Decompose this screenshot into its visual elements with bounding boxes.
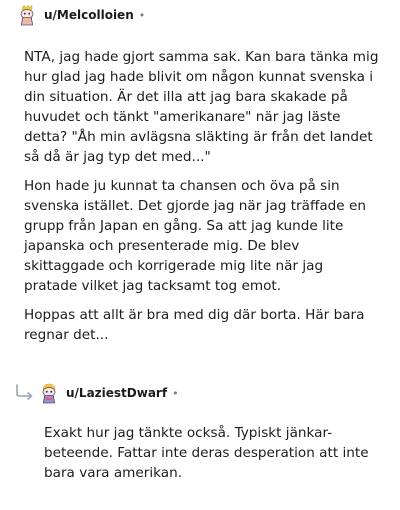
separator-dot: • (138, 8, 146, 22)
comment-body (44, 423, 374, 492)
username[interactable]: u/Melcolloien (44, 8, 134, 22)
reply-arrow-icon (14, 384, 36, 400)
username[interactable]: u/LaziestDwarf (66, 386, 168, 400)
comment-paragraph: Hoppas att allt är bra med dig där borta. Här bara regnar det... (24, 307, 365, 343)
comment-header (38, 382, 179, 404)
snoo-avatar-icon[interactable] (38, 382, 60, 404)
comment-paragraph: NTA, jag hade gjort samma sak. Kan bara tänka mig hur glad jag hade blivit om någon kunnat svenska i din situation. Är det illa att jag bara skakade på huvudet och tänkt "amerikanare" när jag läste detta? "Åh min avlägsna släkting är från det landet så då är jag typ det med..." (24, 49, 379, 165)
comment-body (24, 47, 380, 354)
comment-paragraph: Exakt hur jag tänkte också. Typiskt jänkar-beteende. Fattar inte deras desperation att inte bara vara amerikan. (44, 425, 369, 481)
comment-header (16, 4, 145, 26)
comment-paragraph: Hon hade ju kunnat ta chansen och öva på sin svenska istället. Det gjorde jag när jag träffade en grupp från Japan en gång. Sa att jag kunde lite japanska och presenterade mig. De blev skittaggade och korrigerade mig lite när jag pratade vilket jag tacksamt tog emot. (24, 178, 366, 294)
separator-dot: • (172, 386, 179, 400)
snoo-avatar-icon[interactable] (16, 4, 38, 26)
